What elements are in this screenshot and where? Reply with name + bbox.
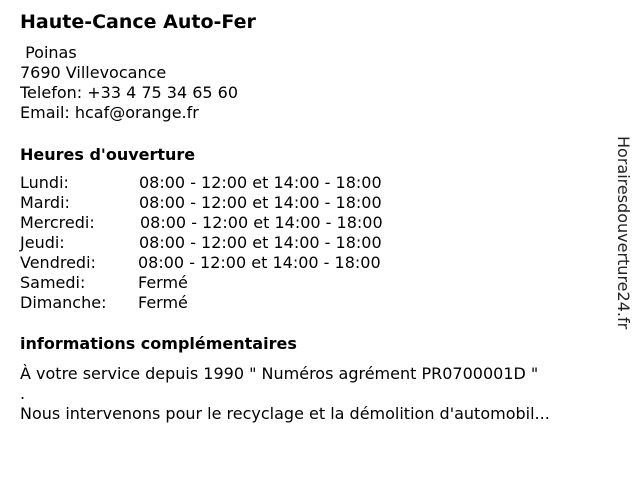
day-hours: 08:00 - 12:00 et 14:00 - 18:00	[139, 173, 382, 192]
day-label: Lundi:	[20, 173, 69, 192]
address-street: Poinas	[20, 43, 77, 62]
phone-number[interactable]: Telefon: +33 4 75 34 65 60	[20, 83, 239, 102]
day-label: Vendredi:	[20, 253, 96, 272]
info-line: À votre service depuis 1990 " Numéros agrément PR0700001D "	[20, 364, 539, 383]
info-line: .	[20, 384, 26, 403]
day-label: Jeudi:	[20, 233, 65, 252]
day-hours: 08:00 - 12:00 et 14:00 - 18:00	[139, 233, 382, 252]
day-hours: 08:00 - 12:00 et 14:00 - 18:00	[138, 253, 381, 272]
day-label: Mercredi:	[20, 213, 95, 232]
day-hours: 08:00 - 12:00 et 14:00 - 18:00	[139, 193, 382, 212]
additional-info	[20, 364, 610, 424]
day-hours: 08:00 - 12:00 et 14:00 - 18:00	[140, 213, 383, 232]
hours-heading: Heures d'ouverture	[20, 145, 196, 164]
info-heading: informations complémentaires	[20, 334, 297, 353]
email-address[interactable]: Email: hcaf@orange.fr	[20, 103, 199, 122]
day-label: Mardi:	[20, 193, 70, 212]
day-label: Samedi:	[20, 273, 86, 292]
business-address	[20, 43, 238, 123]
day-label: Dimanche:	[20, 293, 107, 312]
info-line: Nous intervenons pour le recyclage et la démolition d'automobil...	[20, 404, 550, 423]
site-watermark: Horairesdouverture24.fr	[614, 136, 633, 330]
business-name: Haute-Cance Auto-Fer	[20, 11, 256, 33]
day-hours: Fermé	[138, 293, 188, 312]
address-city: 7690 Villevocance	[20, 63, 167, 82]
day-hours: Fermé	[138, 273, 188, 292]
